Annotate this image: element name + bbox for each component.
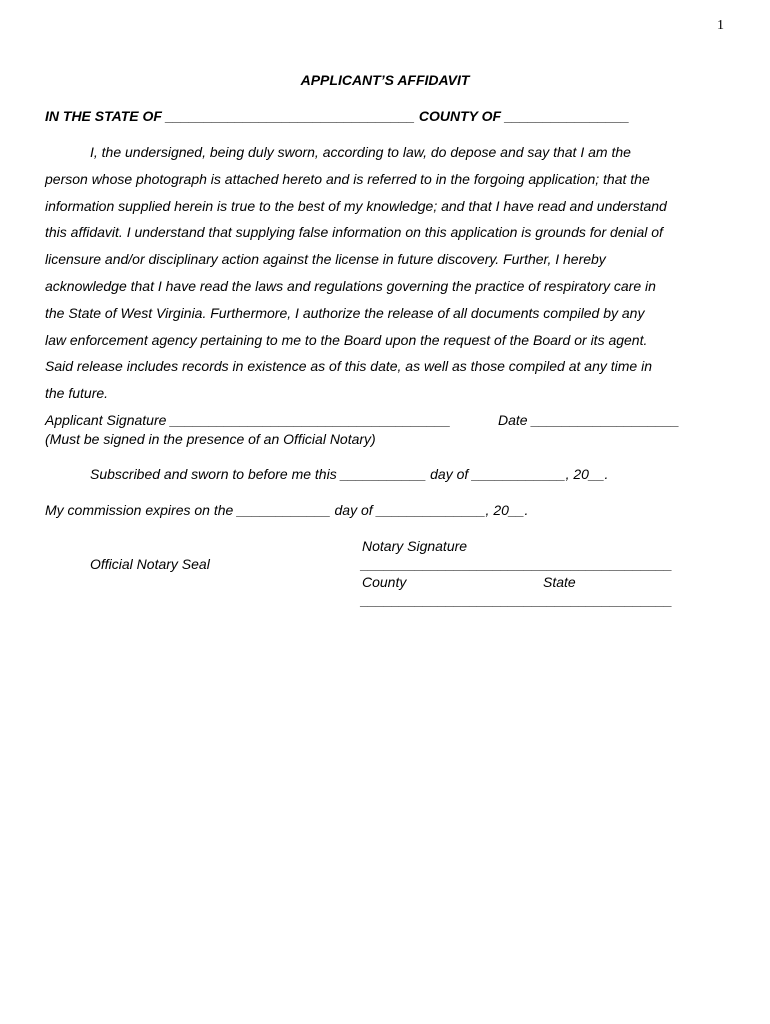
paragraph-line: the future. [45, 385, 109, 402]
state-county-line [45, 108, 630, 124]
paragraph-line: acknowledge that I have read the laws and regulations governing the practice of respiratory care in [45, 277, 656, 294]
date-line: Date ___________________ [498, 412, 680, 428]
county-state-blank: ________________________________________ [361, 592, 673, 608]
paragraph-line: information supplied herein is true to the best of my knowledge; and that I have read and understand [45, 197, 667, 214]
paragraph-line: licensure and/or disciplinary action against the license in future discovery. Further, I hereby [45, 251, 606, 268]
state-blank: ________________________________ [165, 108, 415, 124]
state-label: IN THE STATE OF [45, 108, 162, 124]
applicant-signature-line: Applicant Signature ____________________________________ [45, 412, 451, 428]
county-label: County [362, 574, 407, 590]
document-title: APPLICANT’S AFFIDAVIT [300, 72, 470, 88]
paragraph-line: this affidavit. I understand that supplying false information on this application is grounds for denial of [45, 224, 663, 241]
commission-expires-line: My commission expires on the ____________ day of ______________, 20__. [45, 502, 529, 518]
official-notary-seal-label: Official Notary Seal [90, 556, 210, 572]
subscribed-sworn-line: Subscribed and sworn to before me this ___________ day of ____________, 20__. [90, 466, 609, 482]
page-number: 1 [717, 18, 724, 33]
notary-signature-blank: ________________________________________ [361, 556, 673, 572]
county-label: COUNTY OF [418, 108, 502, 124]
affidavit-paragraph [45, 139, 725, 407]
paragraph-line: law enforcement agency pertaining to me to the Board upon the request of the Board or its agent. [45, 331, 648, 348]
state-label: State [543, 574, 576, 590]
paragraph-line: I, the undersigned, being duly sworn, according to law, do depose and say that I am the [90, 144, 631, 160]
notary-signature-label: Notary Signature [362, 538, 468, 554]
paragraph-line: Said release includes records in existence as of this date, as well as those compiled at any time in [45, 358, 652, 375]
paragraph-line: person whose photograph is attached hereto and is referred to in the forgoing application; that the [45, 170, 650, 187]
paragraph-line: the State of West Virginia. Furthermore, I authorize the release of all documents compiled by any [45, 304, 645, 321]
notary-presence-note: (Must be signed in the presence of an Official Notary) [45, 431, 376, 447]
county-blank: ________________ [504, 108, 630, 124]
